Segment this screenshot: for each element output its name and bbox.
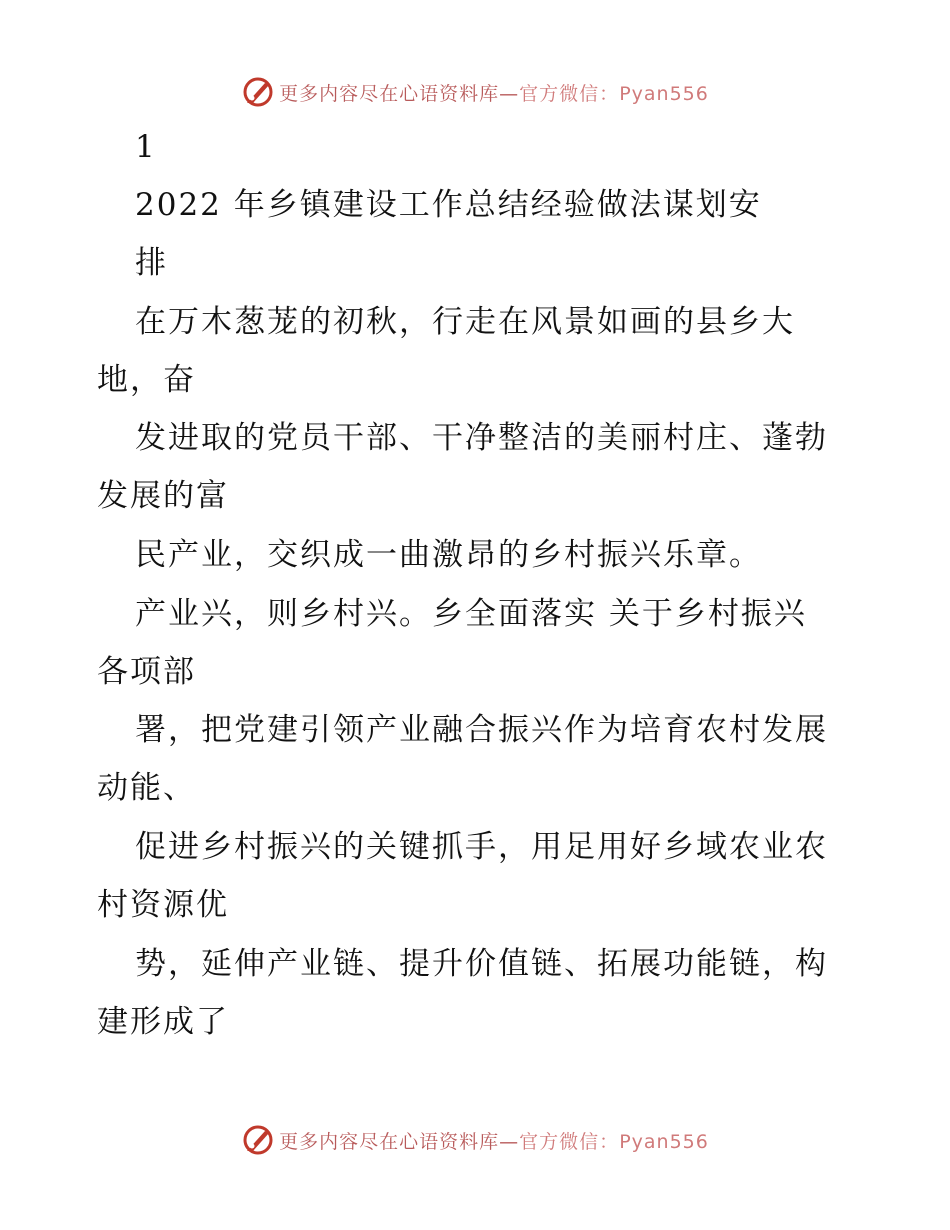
banner-wechat-label: 官方微信： bbox=[519, 1130, 620, 1153]
page-number: 1 bbox=[135, 129, 157, 165]
quill-logo-icon bbox=[241, 1123, 275, 1157]
paragraph-line: 村资源优 bbox=[97, 887, 229, 923]
paragraph-line: 在万木葱茏的初秋，行走在风景如画的县乡大 bbox=[135, 304, 795, 340]
paragraph-line: 建形成了 bbox=[97, 1004, 229, 1040]
paragraph-line: 产业兴，则乡村兴。乡全面落实 关于乡村振兴 bbox=[135, 596, 807, 632]
banner-wechat-id: Pyan556 bbox=[619, 1130, 709, 1153]
paragraph-line: 发进取的党员干部、干净整洁的美丽村庄、蓬勃 bbox=[135, 420, 828, 456]
banner-wechat-label: 官方微信： bbox=[519, 82, 620, 105]
banner-wechat-id: Pyan556 bbox=[619, 82, 709, 105]
document-title-line-2: 排 bbox=[135, 245, 168, 281]
paragraph-line: 促进乡村振兴的关键抓手，用足用好乡域农业农 bbox=[135, 829, 828, 865]
banner-site-name: 更多内容尽在心语资料库— bbox=[279, 82, 520, 105]
paragraph-line: 民产业，交织成一曲激昂的乡村振兴乐章。 bbox=[135, 537, 762, 573]
banner-site-name: 更多内容尽在心语资料库— bbox=[279, 1130, 520, 1153]
paragraph-line: 发展的富 bbox=[97, 478, 229, 514]
paragraph-line: 署，把党建引领产业融合振兴作为培育农村发展 bbox=[135, 712, 828, 748]
paragraph-line: 动能、 bbox=[97, 770, 196, 806]
document-title-line-1: 2022 年乡镇建设工作总结经验做法谋划安 bbox=[135, 187, 762, 223]
banner-text bbox=[279, 1127, 709, 1154]
paragraph-line: 各项部 bbox=[97, 654, 196, 690]
paragraph-line: 势，延伸产业链、提升价值链、拓展功能链，构 bbox=[135, 946, 828, 982]
footer-banner bbox=[0, 1120, 950, 1160]
paragraph-line: 地，奋 bbox=[97, 362, 196, 398]
